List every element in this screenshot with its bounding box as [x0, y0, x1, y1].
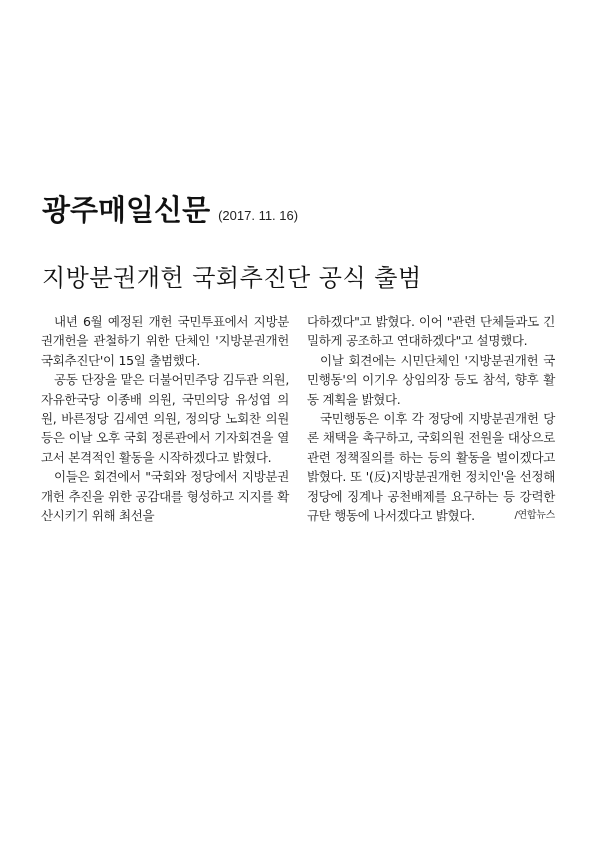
newspaper-name: 광주매일신문 [42, 193, 211, 227]
article-paragraph-text: 국민행동은 이후 각 정당에 지방분권개헌 당론 채택을 촉구하고, 국회의원 전원을 대상으로 관련 정책질의를 하는 등의 활동을 벌이겠다고 밝혔다. 또 '(反)지방분권개헌 정치인'을 선정해 정당에 징계나 공천배제를 요구하는 등 강력한 규탄 행동에 나서겠다고 밝혔다. [307, 411, 555, 524]
article-paragraph: 공동 단장을 맡은 더불어민주당 김두관 의원, 자유한국당 이종배 의원, 국민의당 유성엽 의원, 바른정당 김세연 의원, 정의당 노회찬 의원 등은 이날 오후 국회 정론관에서 기자회견을 열고서 본격적인 활동을 시작하겠다고 밝혔다. [41, 372, 289, 465]
masthead [42, 193, 299, 227]
article-paragraph [307, 409, 555, 525]
publication-date: (2017. 11. 16) [218, 208, 299, 223]
article-headline: 지방분권개헌 국회추진단 공식 출범 [42, 264, 422, 292]
article-byline: /연합뉴스 [514, 510, 555, 522]
article-paragraph: 이날 회견에는 시민단체인 '지방분권개헌 국민행동'의 이기우 상임의장 등도 참석, 향후 활동 계획을 밝혔다. [307, 352, 555, 407]
article-paragraph: 다하겠다"고 밝혔다. 이어 "관련 단체들과도 긴밀하게 공조하고 연대하겠다"고 설명했다. [307, 314, 555, 349]
article-paragraph: 이들은 회견에서 "국회와 정당에서 지방분권개헌 추진을 위한 공감대를 형성하고 지지를 확산시키기 위해 최선을 [41, 469, 289, 524]
article-paragraph: 내년 6월 예정된 개헌 국민투표에서 지방분권개헌을 관철하기 위한 단체인 '지방분권개헌 국회추진단'이 15일 출범했다. [41, 314, 289, 368]
article-column-left [41, 312, 289, 525]
article-column-right [307, 312, 555, 525]
